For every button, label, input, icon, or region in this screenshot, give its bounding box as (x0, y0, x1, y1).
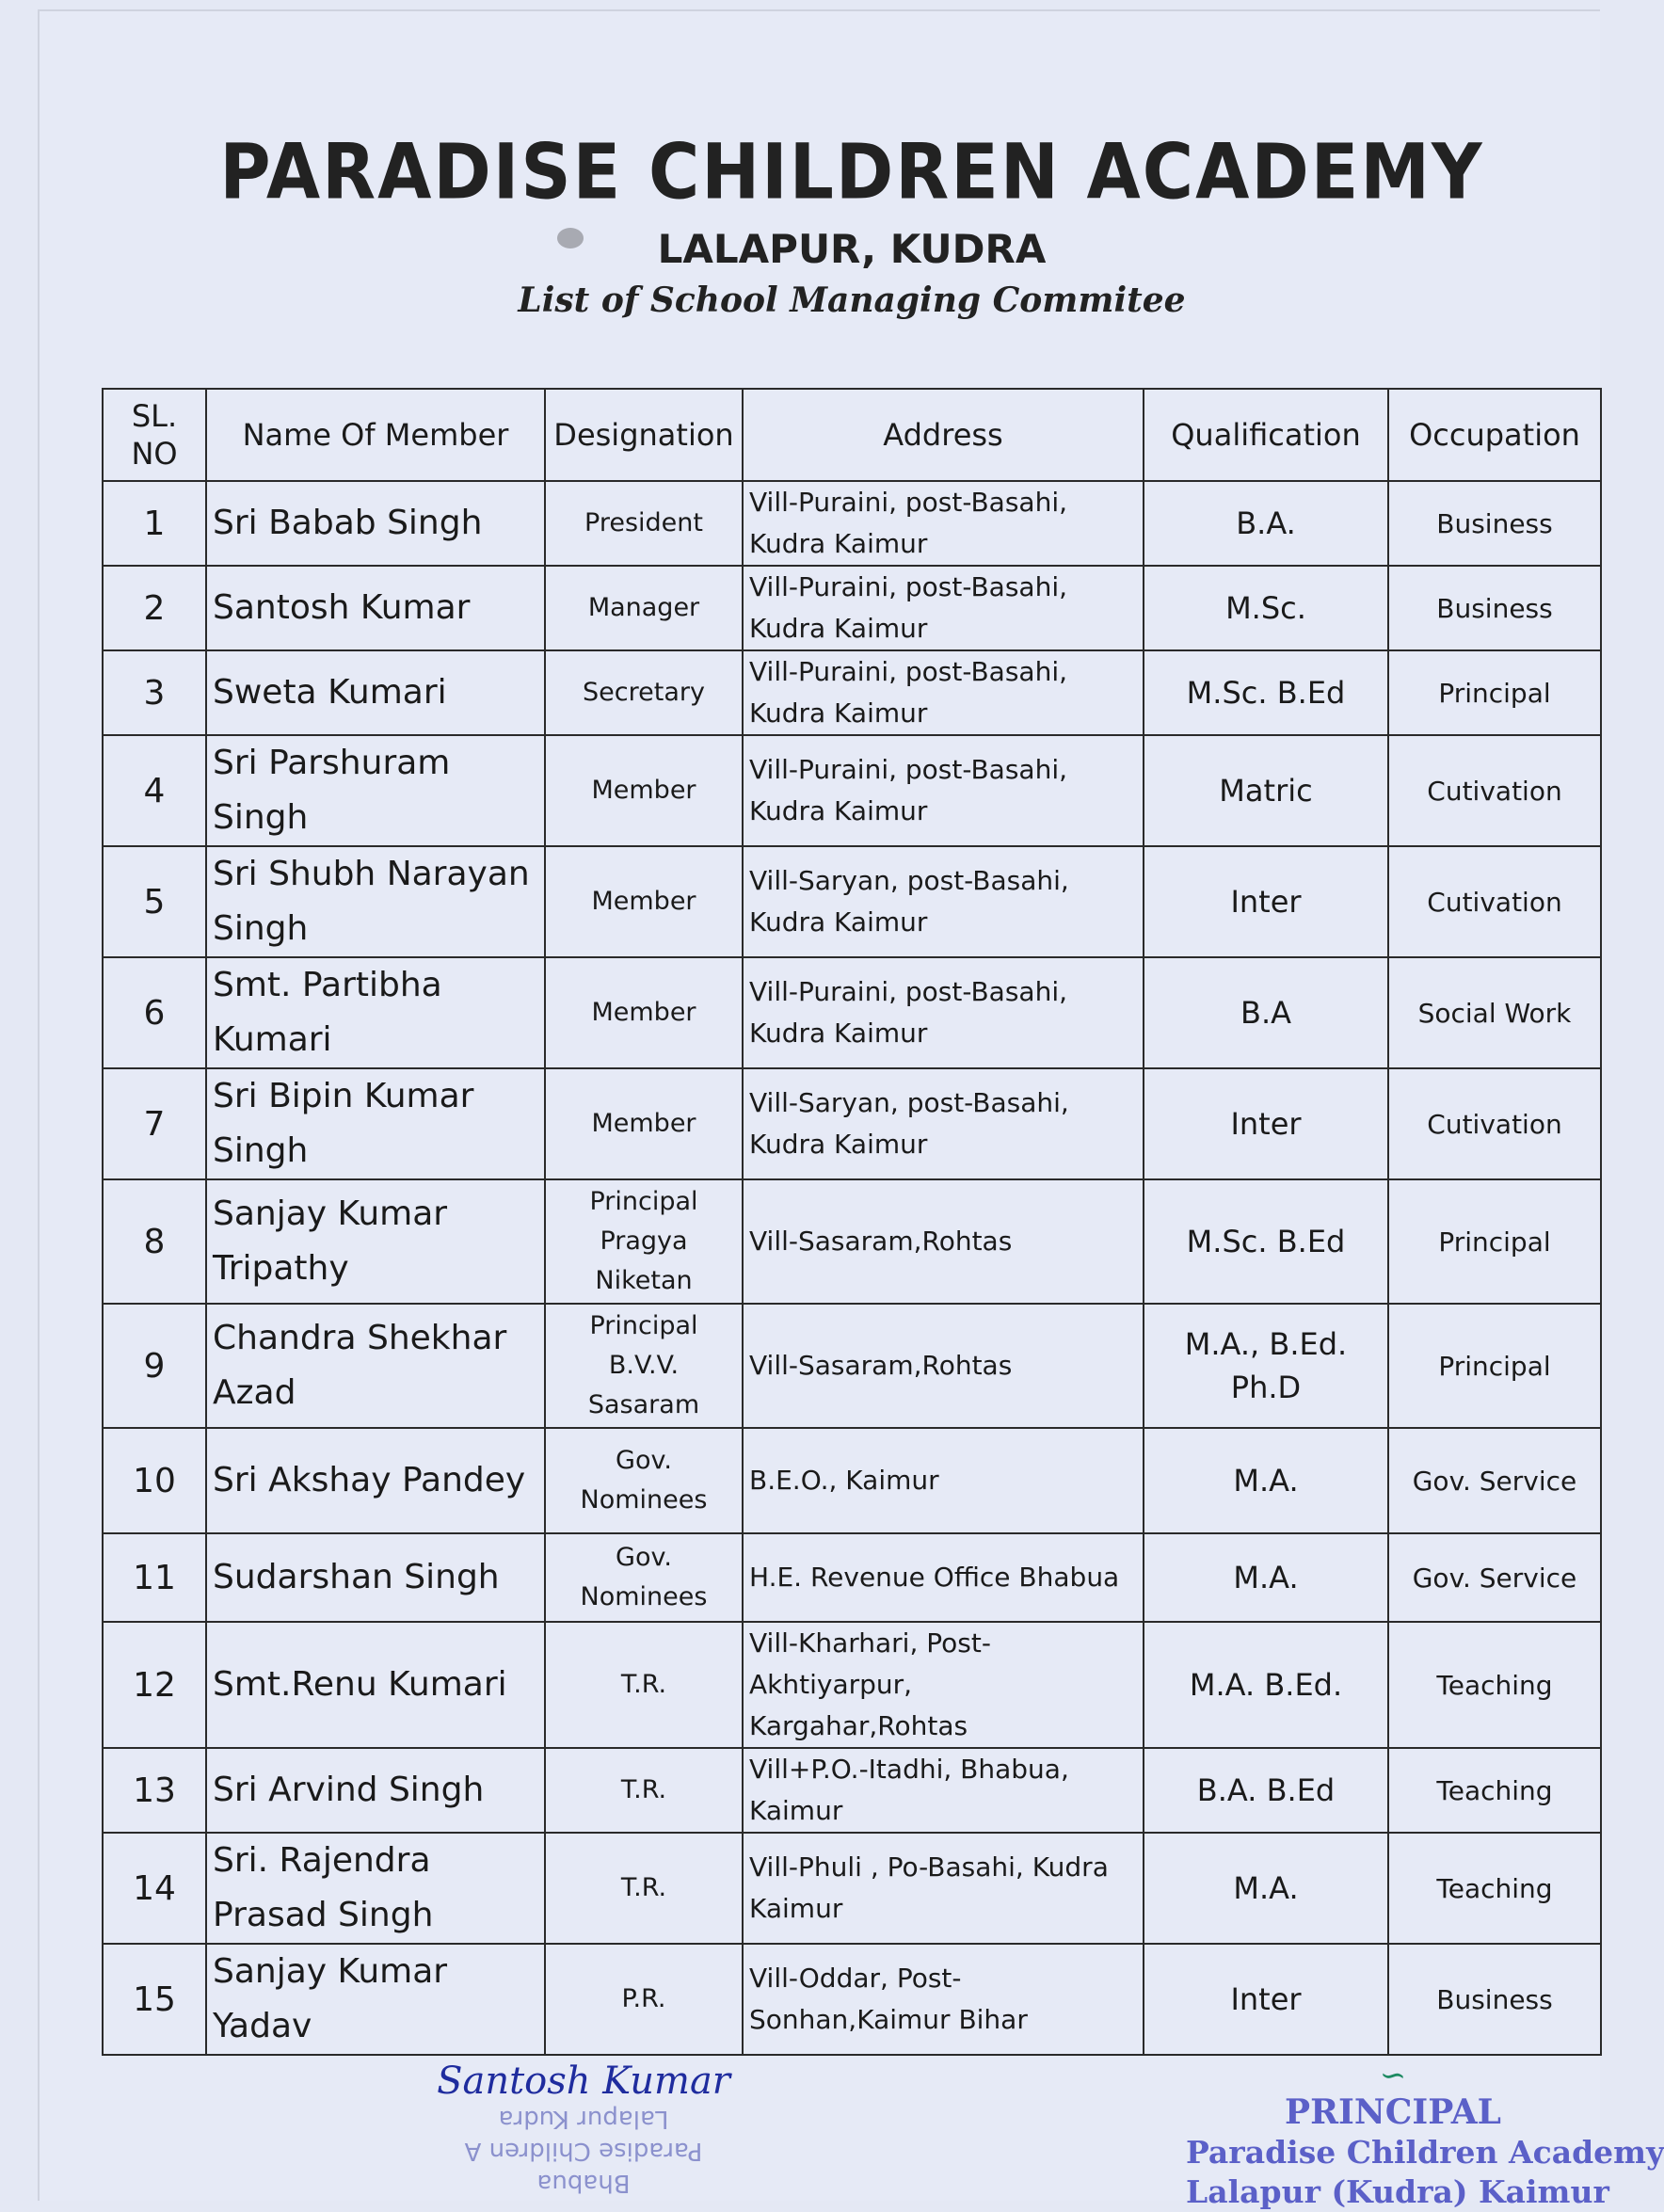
cell-designation: Gov. Nominees (545, 1533, 743, 1622)
column-header-qualification: Qualification (1144, 389, 1388, 481)
table-row (103, 735, 1601, 846)
cell-address: Vill-Puraini, post-Basahi, Kudra Kaimur (743, 957, 1144, 1068)
cell-sl: 5 (103, 846, 206, 957)
manager-signature-block (386, 2060, 781, 2199)
cell-qualification: M.A. (1144, 1833, 1388, 1944)
cell-address: Vill-Oddar, Post-Sonhan,Kaimur Bihar (743, 1944, 1144, 2055)
cell-occupation: Gov. Service (1388, 1428, 1601, 1533)
cell-qualification: M.Sc. (1144, 566, 1388, 650)
cell-designation: Member (545, 957, 743, 1068)
cell-designation: Principal Pragya Niketan (545, 1179, 743, 1304)
column-header-occupation: Occupation (1388, 389, 1601, 481)
principal-stamp-title: PRINCIPAL (1285, 2092, 1501, 2132)
cell-qualification: M.A., B.Ed. Ph.D (1144, 1304, 1388, 1428)
table-row (103, 1622, 1601, 1748)
cell-occupation: Teaching (1388, 1833, 1601, 1944)
cell-name: Sri Parshuram Singh (206, 735, 545, 846)
cell-designation: Gov. Nominees (545, 1428, 743, 1533)
cell-qualification: M.Sc. B.Ed (1144, 1179, 1388, 1304)
table-row (103, 1748, 1601, 1833)
column-header-designation: Designation (545, 389, 743, 481)
cell-designation: Member (545, 735, 743, 846)
table-row (103, 957, 1601, 1068)
cell-sl: 4 (103, 735, 206, 846)
cell-sl: 12 (103, 1622, 206, 1748)
cell-occupation: Business (1388, 1944, 1601, 2055)
cell-qualification: Inter (1144, 846, 1388, 957)
table-row (103, 1068, 1601, 1179)
cell-sl: 13 (103, 1748, 206, 1833)
table-row (103, 846, 1601, 957)
cell-designation: Secretary (545, 650, 743, 735)
cell-name: Sri Bipin Kumar Singh (206, 1068, 545, 1179)
cell-qualification: B.A. (1144, 481, 1388, 566)
principal-stamp-line-1: Paradise Children Academy (1186, 2134, 1664, 2171)
cell-name: Sanjay Kumar Tripathy (206, 1179, 545, 1304)
table-row (103, 1304, 1601, 1428)
cell-sl: 10 (103, 1428, 206, 1533)
cell-name: Sri Shubh Narayan Singh (206, 846, 545, 957)
cell-qualification: B.A (1144, 957, 1388, 1068)
table-row (103, 1944, 1601, 2055)
cell-address: Vill-Sasaram,Rohtas (743, 1304, 1144, 1428)
cell-name: Santosh Kumar (206, 566, 545, 650)
cell-designation: T.R. (545, 1622, 743, 1748)
cell-address: Vill+P.O.-Itadhi, Bhabua, Kaimur (743, 1748, 1144, 1833)
table-header-row (103, 389, 1601, 481)
cell-address: Vill-Puraini, post-Basahi, Kudra Kaimur (743, 735, 1144, 846)
column-header-address: Address (743, 389, 1144, 481)
cell-sl: 14 (103, 1833, 206, 1944)
manager-stamp-line-1: Lalapur Kudra (498, 2105, 669, 2133)
cell-name: Sweta Kumari (206, 650, 545, 735)
cell-address: Vill-Puraini, post-Basahi, Kudra Kaimur (743, 566, 1144, 650)
cell-occupation: Principal (1388, 650, 1601, 735)
cell-name: Sri. Rajendra Prasad Singh (206, 1833, 545, 1944)
column-header-sl: SL. NO (103, 389, 206, 481)
cell-name: Sri Akshay Pandey (206, 1428, 545, 1533)
cell-name: Sanjay Kumar Yadav (206, 1944, 545, 2055)
cell-sl: 11 (103, 1533, 206, 1622)
committee-table (102, 388, 1602, 2056)
cell-address: Vill-Phuli , Po-Basahi, Kudra Kaimur (743, 1833, 1144, 1944)
cell-designation: Member (545, 846, 743, 957)
cell-occupation: Teaching (1388, 1622, 1601, 1748)
cell-designation: President (545, 481, 743, 566)
cell-address: B.E.O., Kaimur (743, 1428, 1144, 1533)
cell-qualification: Matric (1144, 735, 1388, 846)
table-row (103, 1179, 1601, 1304)
cell-occupation: Principal (1388, 1179, 1601, 1304)
cell-name: Smt.Renu Kumari (206, 1622, 545, 1748)
cell-occupation: Cutivation (1388, 846, 1601, 957)
principal-stamp-line-2: Lalapur (Kudra) Kaimur (1186, 2173, 1609, 2210)
cell-qualification: Inter (1144, 1068, 1388, 1179)
cell-occupation: Business (1388, 566, 1601, 650)
cell-qualification: B.A. B.Ed (1144, 1748, 1388, 1833)
cell-address: Vill-Saryan, post-Basahi, Kudra Kaimur (743, 1068, 1144, 1179)
cell-designation: Principal B.V.V. Sasaram (545, 1304, 743, 1428)
principal-signature-mark: ∽ (1379, 2057, 1407, 2094)
table-row (103, 481, 1601, 566)
cell-sl: 1 (103, 481, 206, 566)
table-row (103, 1428, 1601, 1533)
table-row (103, 1533, 1601, 1622)
cell-sl: 8 (103, 1179, 206, 1304)
manager-stamp-line-2: Paradise Children A (464, 2137, 703, 2165)
cell-sl: 2 (103, 566, 206, 650)
cell-designation: P.R. (545, 1944, 743, 2055)
cell-occupation: Cutivation (1388, 735, 1601, 846)
cell-designation: Member (545, 1068, 743, 1179)
cell-designation: T.R. (545, 1748, 743, 1833)
cell-name: Smt. Partibha Kumari (206, 957, 545, 1068)
school-name: PARADISE CHILDREN ACADEMY (219, 127, 1484, 217)
cell-designation: Manager (545, 566, 743, 650)
cell-name: Chandra Shekhar Azad (206, 1304, 545, 1428)
cell-occupation: Gov. Service (1388, 1533, 1601, 1622)
cell-address: Vill-Sasaram,Rohtas (743, 1179, 1144, 1304)
table-row (103, 1833, 1601, 1944)
cell-address: Vill-Saryan, post-Basahi, Kudra Kaimur (743, 846, 1144, 957)
manager-stamp-line-3: Bhabua (536, 2169, 631, 2197)
school-location: LALAPUR, KUDRA (657, 226, 1047, 272)
cell-occupation: Business (1388, 481, 1601, 566)
cell-name: Sudarshan Singh (206, 1533, 545, 1622)
cell-name: Sri Arvind Singh (206, 1748, 545, 1833)
cell-address: Vill-Puraini, post-Basahi, Kudra Kaimur (743, 650, 1144, 735)
cell-sl: 7 (103, 1068, 206, 1179)
cell-sl: 3 (103, 650, 206, 735)
manager-signature: Santosh Kumar (437, 2060, 730, 2103)
cell-address: Vill-Kharhari, Post-Akhtiyarpur, Kargahar,Rohtas (743, 1622, 1144, 1748)
cell-occupation: Principal (1388, 1304, 1601, 1428)
cell-address: H.E. Revenue Office Bhabua (743, 1533, 1144, 1622)
cell-sl: 15 (103, 1944, 206, 2055)
table-body (103, 481, 1601, 2055)
cell-occupation: Teaching (1388, 1748, 1601, 1833)
principal-stamp-block (1186, 2057, 1664, 2212)
table-row (103, 650, 1601, 735)
table-row (103, 566, 1601, 650)
cell-qualification: M.A. (1144, 1533, 1388, 1622)
cell-qualification: M.A. B.Ed. (1144, 1622, 1388, 1748)
cell-sl: 9 (103, 1304, 206, 1428)
cell-occupation: Cutivation (1388, 1068, 1601, 1179)
cell-sl: 6 (103, 957, 206, 1068)
cell-address: Vill-Puraini, post-Basahi, Kudra Kaimur (743, 481, 1144, 566)
cell-name: Sri Babab Singh (206, 481, 545, 566)
cell-qualification: Inter (1144, 1944, 1388, 2055)
cell-qualification: M.A. (1144, 1428, 1388, 1533)
column-header-name: Name Of Member (206, 389, 545, 481)
cell-qualification: M.Sc. B.Ed (1144, 650, 1388, 735)
cell-occupation: Social Work (1388, 957, 1601, 1068)
cell-designation: T.R. (545, 1833, 743, 1944)
list-title: List of School Managing Commitee (518, 281, 1186, 320)
